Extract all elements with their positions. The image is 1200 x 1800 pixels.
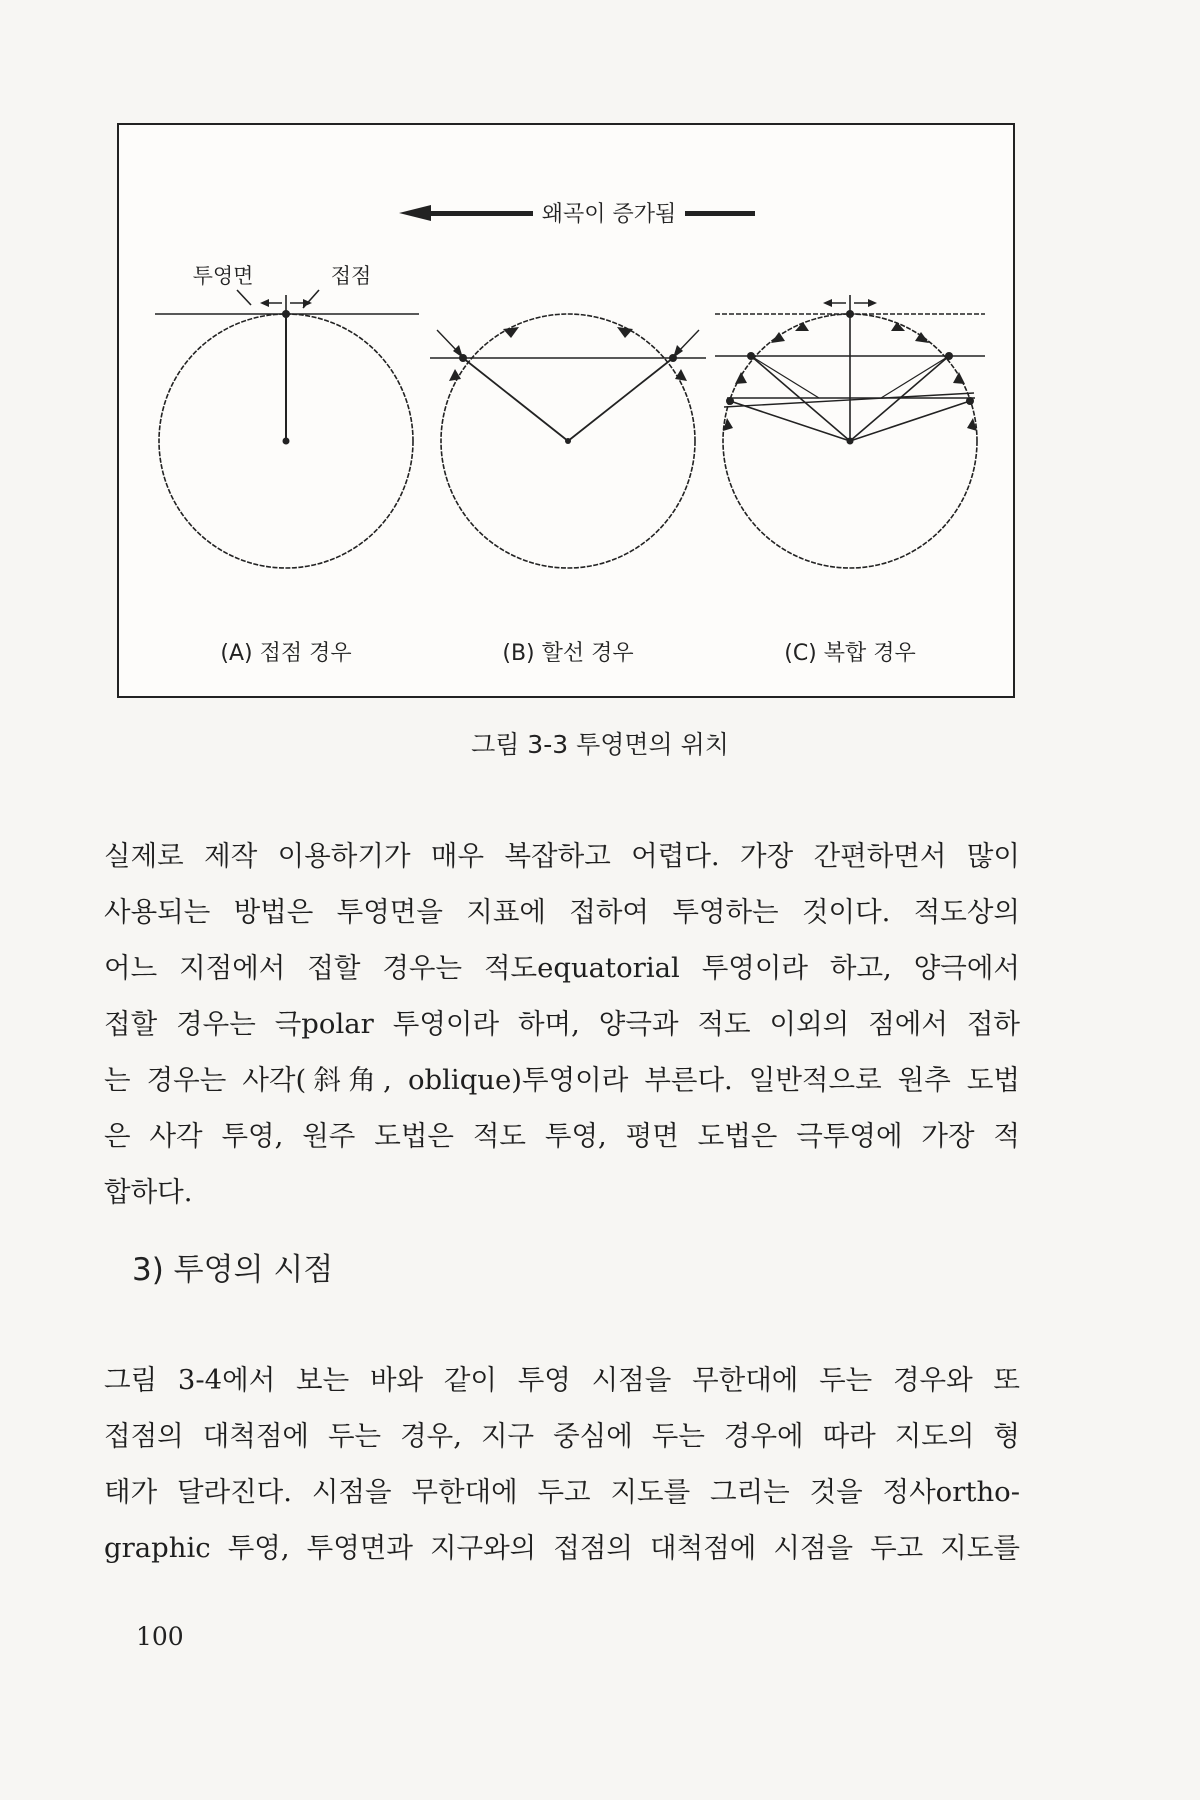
text-line: 어느 지점에서 접할 경우는 적도equatorial 투영이라 하고, 양극에서 [104, 952, 1020, 984]
paragraph-2 [104, 1352, 1020, 1576]
diagram-c [715, 295, 985, 568]
diagram-a [155, 290, 419, 568]
text-line: 실제로 제작 이용하기가 매우 복잡하고 어렵다. 가장 간편하면서 많이 [104, 840, 1020, 872]
projection-plane-label: 투영면 [192, 264, 254, 288]
text-line: 은 사각 투영, 원주 도법은 적도 투영, 평면 도법은 극투영에 가장 적 [104, 1120, 1020, 1152]
text-line: 태가 달라진다. 시점을 무한대에 두고 지도를 그리는 것을 정사ortho- [104, 1476, 1020, 1508]
subcaption-a: (A) 접점 경우 [220, 641, 352, 666]
section-title: 3) 투영의 시점 [132, 1252, 334, 1288]
diagram-b [430, 314, 706, 568]
subcaption-c: (C) 복합 경우 [784, 641, 916, 666]
text-line: 접점의 대척점에 두는 경우, 지구 중심에 두는 경우에 따라 지도의 형 [104, 1420, 1020, 1452]
distortion-label: 왜곡이 증가됨 [541, 202, 677, 227]
text-line: graphic 투영, 투영면과 지구와의 접점의 대척점에 시점을 두고 지도를 [104, 1532, 1020, 1564]
figure-diagram [119, 125, 1017, 700]
text-line: 접할 경우는 극polar 투영이라 하며, 양극과 적도 이외의 점에서 접하 [104, 1008, 1020, 1040]
paragraph-1 [104, 828, 1020, 1220]
figure-3-3 [117, 123, 1015, 698]
page-number: 100 [136, 1622, 184, 1651]
subcaption-b: (B) 할선 경우 [502, 641, 634, 666]
text-line: 그림 3-4에서 보는 바와 같이 투영 시점을 무한대에 두는 경우와 또 [104, 1364, 1020, 1396]
text-line: 합하다. [104, 1176, 193, 1208]
tangent-point-label: 접점 [330, 264, 372, 288]
figure-caption: 그림 3-3 투영면의 위치 [471, 730, 729, 759]
text-line: 는 경우는 사각(斜角, oblique)투영이라 부른다. 일반적으로 원추 도법 [104, 1064, 1020, 1096]
text-line: 사용되는 방법은 투영면을 지표에 접하여 투영하는 것이다. 적도상의 [104, 896, 1020, 928]
